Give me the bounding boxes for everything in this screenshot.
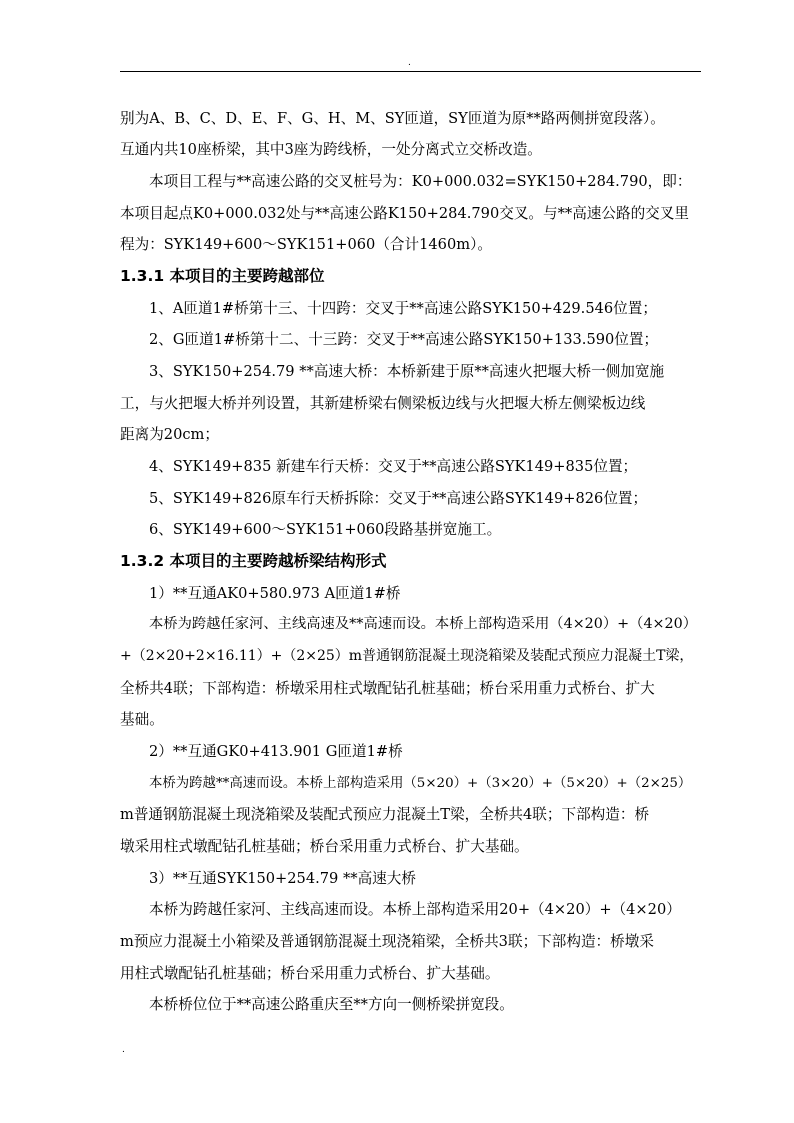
bridge-title: 1）**互通AK0+580.973 A匝道1#桥: [149, 585, 401, 602]
body-line: 别为A、B、C、D、E、F、G、H、M、SY匝道，SY匝道为原**路两侧拼宽段落）。: [120, 110, 665, 127]
list-item: 1、A匝道1#桥第十三、十四跨：交叉于**高速公路SYK150+429.546位置；: [149, 300, 657, 317]
body-line: 程为：SYK149+600～SYK151+060（合计1460m）。: [120, 236, 492, 253]
body-line: 本桥为跨越**高速而设。本桥上部构造采用（5×20）+（3×20）+（5×20）+（2×25）: [149, 776, 692, 791]
body-line: 本项目起点K0+000.032处与**高速公路K150+284.790交叉。与**高速公路的交叉里: [120, 205, 689, 222]
list-item-continued: 工，与火把堰大桥并列设置，其新建桥梁右侧梁板边线与火把堰大桥左侧梁板边线: [120, 395, 646, 412]
bridge-title: 2）**互通GK0+413.901 G匝道1#桥: [149, 743, 403, 760]
footer-mark: .: [122, 1045, 125, 1055]
body-line: 全桥共4联；下部构造：桥墩采用柱式墩配钻孔桩基础；桥台采用重力式桥台、扩大: [120, 680, 655, 697]
body-line: 本桥为跨越任家河、主线高速而设。本桥上部构造采用20+（4×20）+（4×20）: [149, 901, 681, 918]
list-item: 5、SYK149+826原车行天桥拆除：交叉于**高速公路SYK149+826位置；: [149, 490, 648, 507]
section-heading-1-3-2: 1.3.2 本项目的主要跨越桥梁结构形式: [120, 552, 387, 570]
body-line: 基础。: [120, 711, 164, 728]
list-item: 2、G匝道1#桥第十二、十三跨：交叉于**高速公路SYK150+133.590位置；: [149, 331, 659, 348]
bridge-title: 3）**互通SYK150+254.79 **高速大桥: [149, 870, 416, 887]
body-line: 本桥桥位位于**高速公路重庆至**方向一侧桥梁拼宽段。: [149, 996, 514, 1013]
body-line: 墩采用柱式墩配钻孔桩基础；桥台采用重力式桥台、扩大基础。: [120, 838, 529, 855]
body-line: 本桥为跨越任家河、主线高速及**高速而设。本桥上部构造采用（4×20）+（4×20）: [149, 616, 698, 632]
body-line: m预应力混凝土小箱梁及普通钢筋混凝土现浇箱梁，全桥共3联；下部构造：桥墩采: [120, 933, 654, 950]
section-heading-1-3-1: 1.3.1 本项目的主要跨越部位: [120, 267, 325, 285]
list-item: 6、SYK149+600～SYK151+060段路基拼宽施工。: [149, 521, 502, 538]
body-line: m普通钢筋混凝土现浇箱梁及装配式预应力混凝土T梁，全桥共4联；下部构造：桥: [120, 806, 650, 823]
list-item: 4、SYK149+835 新建车行天桥：交叉于**高速公路SYK149+835位置；: [149, 458, 638, 475]
body-line: +（2×20+2×16.11）+（2×25）m普通钢筋混凝土现浇箱梁及装配式预应力混凝土T梁，: [120, 648, 694, 664]
list-item: 3、SYK150+254.79 **高速大桥：本桥新建于原**高速火把堰大桥一侧加宽施: [149, 363, 665, 380]
body-line: 用柱式墩配钻孔桩基础；桥台采用重力式桥台、扩大基础。: [120, 965, 500, 982]
header-mark: .: [408, 58, 411, 68]
body-line: 互通内共10座桥梁，其中3座为跨线桥，一处分离式立交桥改造。: [120, 141, 542, 158]
body-line: 本项目工程与**高速公路的交叉桩号为：K0+000.032=SYK150+284.790，即：: [149, 173, 692, 190]
header-rule: [120, 71, 701, 72]
list-item-continued: 距离为20cm；: [120, 426, 219, 443]
